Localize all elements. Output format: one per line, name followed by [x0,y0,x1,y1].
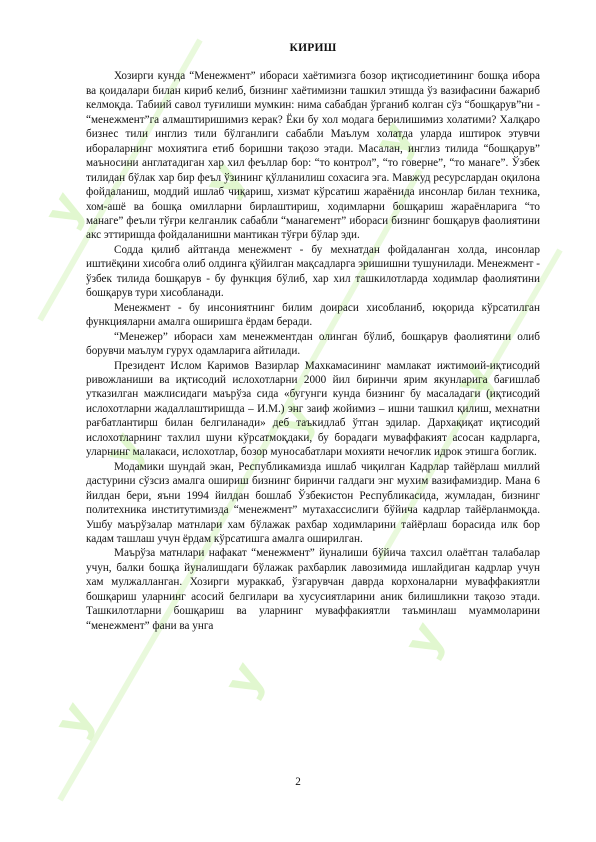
document-body [86,41,540,633]
watermark-glyph: y [32,182,95,236]
paragraph: Модамики шундай экан, Республикамизда ишлаб чиқилган Кадрлар тайёрлаш миллий дастурини сўзсиз амалга ошириш бизнинг биринчи галдаги энг мухим вазифамиздир. Мана 6 йилдан бери, яъни 1994 йилдан бошлаб Ўзбекистон Республикасида, жумладан, бизнинг политехника институтимизда “менежмент” мутахассислиги бўйича кадрлар тайёрланмоқда. Ушбу маърўзалар матнлари хам бўлажак рахбар ходимларини тайёрлаш борасида илк бор кадам ташлаш учун ёрдам кўрсатишга амалга оширилган. [86,460,540,545]
watermark-glyph: y [192,152,255,206]
paragraph: Маърўза матнлари нафакат “менежмент” йуналиши бўйича тахсил олаётган талабалар учун, балки бошқа йуналишдаги бўлажак рахбарлик лавозимида ишлайдиган кадрлар учун хам мулжалланган. Хозирги мураккаб, ўзгарувчан даврда корхоналарни муваффакиятли бошқариш уларнинг асосий белгилари ва хусусиятларини аник билишликни тақозо этади. Ташкилотларни бошқариш ва уларнинг муваффакиятли таъминлаш муаммоларини “менежмент” фани ва унга [86,547,540,632]
paragraph: Менежмент - бу инсониятнинг билим доираси хисобланиб, юқорида кўрсатилган функцияларни амалга оширишга ёрдам беради. [86,301,540,329]
watermark-glyph: y [42,692,105,746]
paragraph: “Менежер” ибораси хам менежментдан олинган бўлиб, бошқарув фаолиятини олиб борувчи маълум гурух одамларига айтилади. [86,330,540,358]
document-title: КИРИШ [289,42,337,54]
watermark-glyph: y [212,652,275,706]
paragraph: Содда қилиб айтганда менежмент - бу мехнатдан фойдаланган холда, инсонлар иштиёқини хисобга олиб олдинга қўйилган мақсадларга эришишни тушунилади. Менежмент - ўзбек тилида бошқарув - бу функция бўлиб, хар хил ташкилотларда ходимлар фаолиятини бошқарув тури хисобланади. [86,243,540,300]
paragraph: Хозирги кунда “Менежмент” ибораси хаётимизга бозор иқтисодиетининг бошқа ибора ва қоидалари билан кириб келиб, бизнинг хаётимизни ташкил этишда ўз вазифасини бажариб келмоқда. Табиий савол туғилиши мумкин: нима сабабдан ўрганиб колган сўз “бошқарув”ни - “менежмент”га алмаштиришимиз керак? Ёки бу хол модага берилишимиз холатими? Халқаро бизнес тили инглиз тили бўлганлиги сабабли Маълум холатда уларда иштирок этувчи ибораларнинг мохиятига етиб боришни тақозо этади. Масалан, инглиз тилида “бошқарув” маъносини англатадиган хар хил феъллар бор: “то контрол”, “то говерне”, “то манаге”. Ўзбек тилидан бўлак хар бир феъл ўзининг қўлланилиш сохасига эга. Мавжуд ресурслардан оқилона фойдаланиш, моддий ишлаб чиқариш, хизмат кўрсатиш жараёнида инсонлар билан техника, хом-ашё ва бошқа омилларни бирлаштириш, ходимларни бошқариш жараёнларига “то манаге” феъли тўғри келганлик сабабли “манагемент” ибораси бизнинг бошқарув фаолиятини акс эттиришда фойдаланишни мантикан тўғри бўлар эди. [86,70,540,242]
watermark-glyph: y [92,422,155,476]
watermark-glyph: y [392,612,455,666]
paragraph: Президент Ислом Каримов Вазирлар Махкамасининг мамлакат ижтимоий-иқтисодий ривожланиши ва иқтисодий ислохотларни 2000 йил биринчи ярим якунларига бағишлаб утказилган мажлисидаги маърўза сида «бугунги кунда бизнинг бу масаладаги (иқтисодий ислохотларни жадаллаштиришда – И.М.) энг заиф жойимиз – ишни ташкил қилиш, мехнатни рағбатлантирш билан белгиланади» деб таъкидлаб ўтган эдилар. Дархақиқат иқтисодий ислохотларнинг тахлил шуни кўрсатмоқдаки, бу борадаги муваффакият асосан кадрларга, уларнинг малакаси, ислохотлар, бозор муносабатлари мохияти нечоғлик идрок этишга боглик. [86,359,540,459]
watermark-glyph: y [362,112,425,166]
watermark-glyph: y [442,352,505,406]
page-number: 2 [295,776,301,788]
watermark-glyph: y [262,392,325,446]
